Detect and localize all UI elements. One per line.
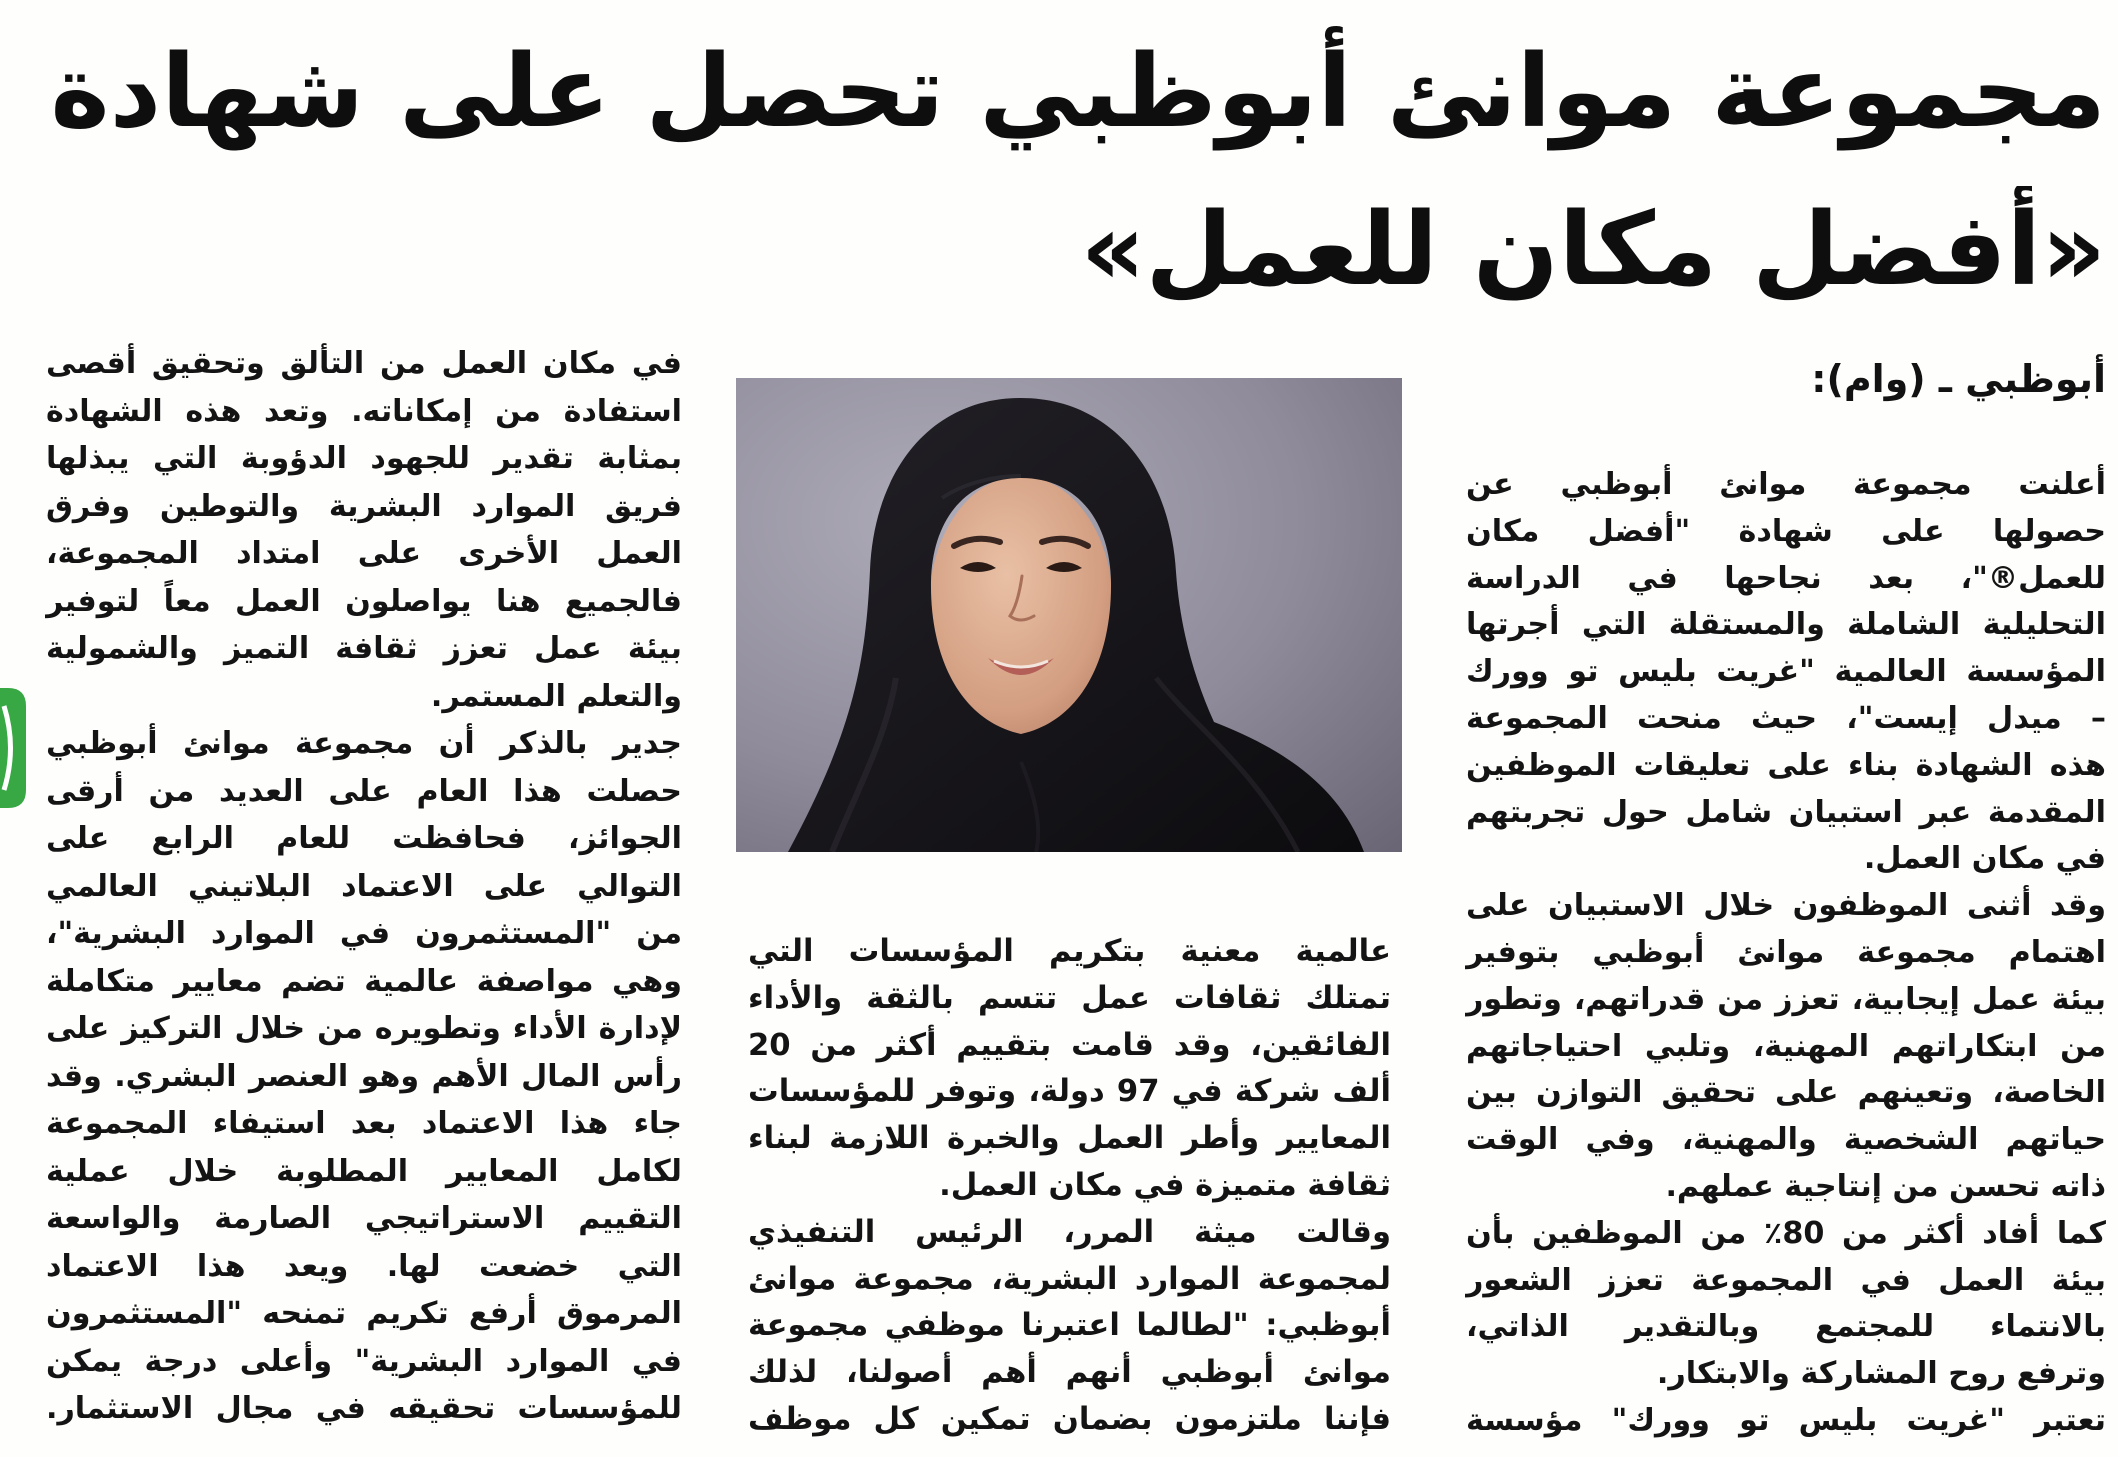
left-column-paragraph-2-line-1: جدير بالذكر أن مجموعة موانئ أبوظبي — [46, 726, 682, 761]
right-column-paragraph-2-line-6: حياتهم الشخصية والمهنية، وفي الوقت — [1466, 1122, 2106, 1158]
middle-column-paragraph-2-line-1: وقالت ميثة المرر، الرئيس التنفيذي — [748, 1214, 1391, 1250]
right-column-paragraph-2-line-4: من ابتكاراتهم المهنية، وتلبي احتياجاتهم — [1466, 1028, 2106, 1064]
article-column-middle — [747, 929, 1391, 1444]
left-column-paragraph-2-line-14: في الموارد البشرية" وأعلى درجة يمكن — [46, 1343, 682, 1379]
right-column-paragraph-1-line-4: التحليلية الشاملة والمستقلة التي أجرتها — [1466, 607, 2106, 643]
right-column-paragraph-2-line-3: بيئة عمل إيجابية، تعزز من قدراتهم، وتطور — [1466, 981, 2106, 1017]
middle-column-paragraph-1-line-2: تمتلك ثقافات عمل تتسم بالثقة والأداء — [748, 980, 1391, 1016]
right-column-paragraph-1-line-7: هذه الشهادة بناء على تعليقات الموظفين — [1466, 747, 2106, 783]
right-column-paragraph-3-line-3: بالانتماء للمجتمع وبالتقدير الذاتي، — [1466, 1309, 2106, 1345]
middle-column-paragraph-1-line-3: الفائقين، وقد قامت بتقييم أكثر من 20 — [748, 1027, 1391, 1063]
left-column-paragraph-1-line-3: بمثابة تقدير للجهود الدؤوبة التي يبذلها — [46, 441, 682, 476]
right-column-paragraph-2-line-1: وقد أثنى الموظفون خلال الاستبيان على — [1466, 888, 2106, 924]
right-column-paragraph-2-line-2: اهتمام مجموعة موانئ أبوظبي بتوفير — [1466, 934, 2106, 970]
right-column-paragraph-4-line-1: تعتبر "غريت بليس تو وورك" مؤسسة — [1466, 1402, 2106, 1438]
dateline: أبوظبي ـ (وام): — [1811, 357, 2106, 401]
portrait-illustration — [736, 378, 1402, 852]
left-column-paragraph-2-line-10: لكامل المعايير المطلوبة خلال عملية — [46, 1153, 682, 1189]
right-column-paragraph-1-line-5: المؤسسة العالمية "غريت بليس تو وورك — [1466, 654, 2106, 690]
headline-line-1: مجموعة موانئ أبوظبي تحصل على شهادة — [50, 33, 2106, 150]
green-page-tab-icon — [0, 688, 26, 808]
left-column-paragraph-2-line-13: المرموق أرفع تكريم تمنحه "المستثمرون — [46, 1296, 682, 1331]
left-column-paragraph-2-line-4: التوالي على الاعتماد البلاتيني العالمي — [46, 868, 682, 904]
right-column-paragraph-3-line-2: بيئة العمل في المجموعة تعزز الشعور — [1466, 1262, 2106, 1298]
middle-column-paragraph-1-line-4: ألف شركة في 97 دولة، وتوفر للمؤسسات — [748, 1074, 1391, 1110]
right-column-paragraph-3-line-1: كما أفاد أكثر من 80٪ من الموظفين بأن — [1466, 1215, 2106, 1251]
left-column-paragraph-2-line-11: التقييم الاستراتيجي الصارمة والواسعة — [46, 1201, 682, 1236]
left-column-paragraph-2-line-2: حصلت هذا العام على العديد من أرقى — [46, 773, 682, 809]
middle-column-paragraph-2-line-4: موانئ أبوظبي أنهم أهم أصولنا، لذلك — [748, 1355, 1391, 1391]
right-column-paragraph-1-line-8: المقدمة عبر استبيان شامل حول تجربتهم — [1466, 794, 2106, 830]
left-column-paragraph-2-line-7: لإدارة الأداء وتطويره من خلال التركيز على — [46, 1011, 682, 1046]
middle-column-paragraph-1-line-1: عالمية معنية بتكريم المؤسسات التي — [748, 934, 1391, 969]
left-column-paragraph-2-line-8: رأس المال الأهم وهو العنصر البشري. وقد — [46, 1058, 682, 1094]
middle-column-paragraph-2-line-2: لمجموعة الموارد البشرية، مجموعة موانئ — [748, 1261, 1391, 1297]
left-column-paragraph-2-line-9: جاء هذا الاعتماد بعد استيفاء المجموعة — [46, 1106, 682, 1141]
middle-column-paragraph-2-line-5: فإننا ملتزمون بضمان تمكين كل موظف — [748, 1401, 1391, 1437]
middle-column-paragraph-2-line-3: أبوظبي: "لطالما اعتبرنا موظفي مجموعة — [748, 1308, 1391, 1344]
left-column-paragraph-1-line-2: استفادة من إمكاناته. وتعد هذه الشهادة — [46, 393, 682, 429]
headline-line-2: «أفضل مكان للعمل» — [1080, 191, 2106, 308]
right-column-paragraph-1-line-3: للعمل®"، بعد نجاحها في الدراسة — [1466, 560, 2106, 596]
left-column-paragraph-1-line-6: فالجميع هنا يواصلون العمل معاً لتوفير — [46, 583, 682, 619]
article-column-left — [45, 340, 682, 1433]
left-column-paragraph-2-line-5: من "المستثمرون في الموارد البشرية"، — [46, 916, 682, 951]
right-column-paragraph-1-line-2: حصولها على شهادة "أفضل مكان — [1466, 513, 2106, 549]
left-column-paragraph-1-line-8: والتعلم المستمر. — [430, 678, 682, 714]
left-column-paragraph-2-line-6: وهي مواصفة عالمية تضم معايير متكاملة — [46, 963, 682, 999]
article-column-right — [1465, 462, 2106, 1445]
left-column-paragraph-1-line-5: العمل الأخرى على امتداد المجموعة، — [46, 536, 682, 571]
portrait-photo — [736, 378, 1402, 852]
right-column-paragraph-1-line-6: – ميدل إيست"، حيث منحت المجموعة — [1466, 700, 2106, 736]
right-column-paragraph-3-line-4: وترفع روح المشاركة والابتكار. — [1656, 1356, 2106, 1392]
left-column-paragraph-1-line-7: بيئة عمل تعزز ثقافة التميز والشمولية — [46, 631, 682, 666]
left-column-paragraph-1-line-4: فريق الموارد البشرية والتوطين وفرق — [46, 488, 682, 524]
middle-column-paragraph-1-line-5: المعايير وأطر العمل والخبرة اللازمة لبناء — [748, 1121, 1391, 1157]
left-column-paragraph-2-line-3: الجوائز، فحافظت للعام الرابع على — [46, 821, 682, 856]
right-column-paragraph-2-line-5: الخاصة، وتعينهم على تحقيق التوازن بين — [1466, 1075, 2106, 1111]
left-column-paragraph-2-line-12: التي خضعت لها. ويعد هذا الاعتماد — [46, 1248, 682, 1284]
right-column-paragraph-1-line-9: في مكان العمل. — [1863, 841, 2106, 877]
right-column-paragraph-1-line-1: أعلنت مجموعة موانئ أبوظبي عن — [1466, 467, 2106, 502]
left-column-paragraph-2-line-15: للمؤسسات تحقيقه في مجال الاستثمار. — [46, 1391, 682, 1426]
middle-column-paragraph-1-line-6: ثقافة متميزة في مكان العمل. — [939, 1167, 1391, 1203]
right-column-paragraph-2-line-7: ذاته تحسن من إنتاجية عملهم. — [1665, 1168, 2106, 1204]
left-column-paragraph-1-line-1: في مكان العمل من التألق وتحقيق أقصى — [46, 346, 682, 381]
